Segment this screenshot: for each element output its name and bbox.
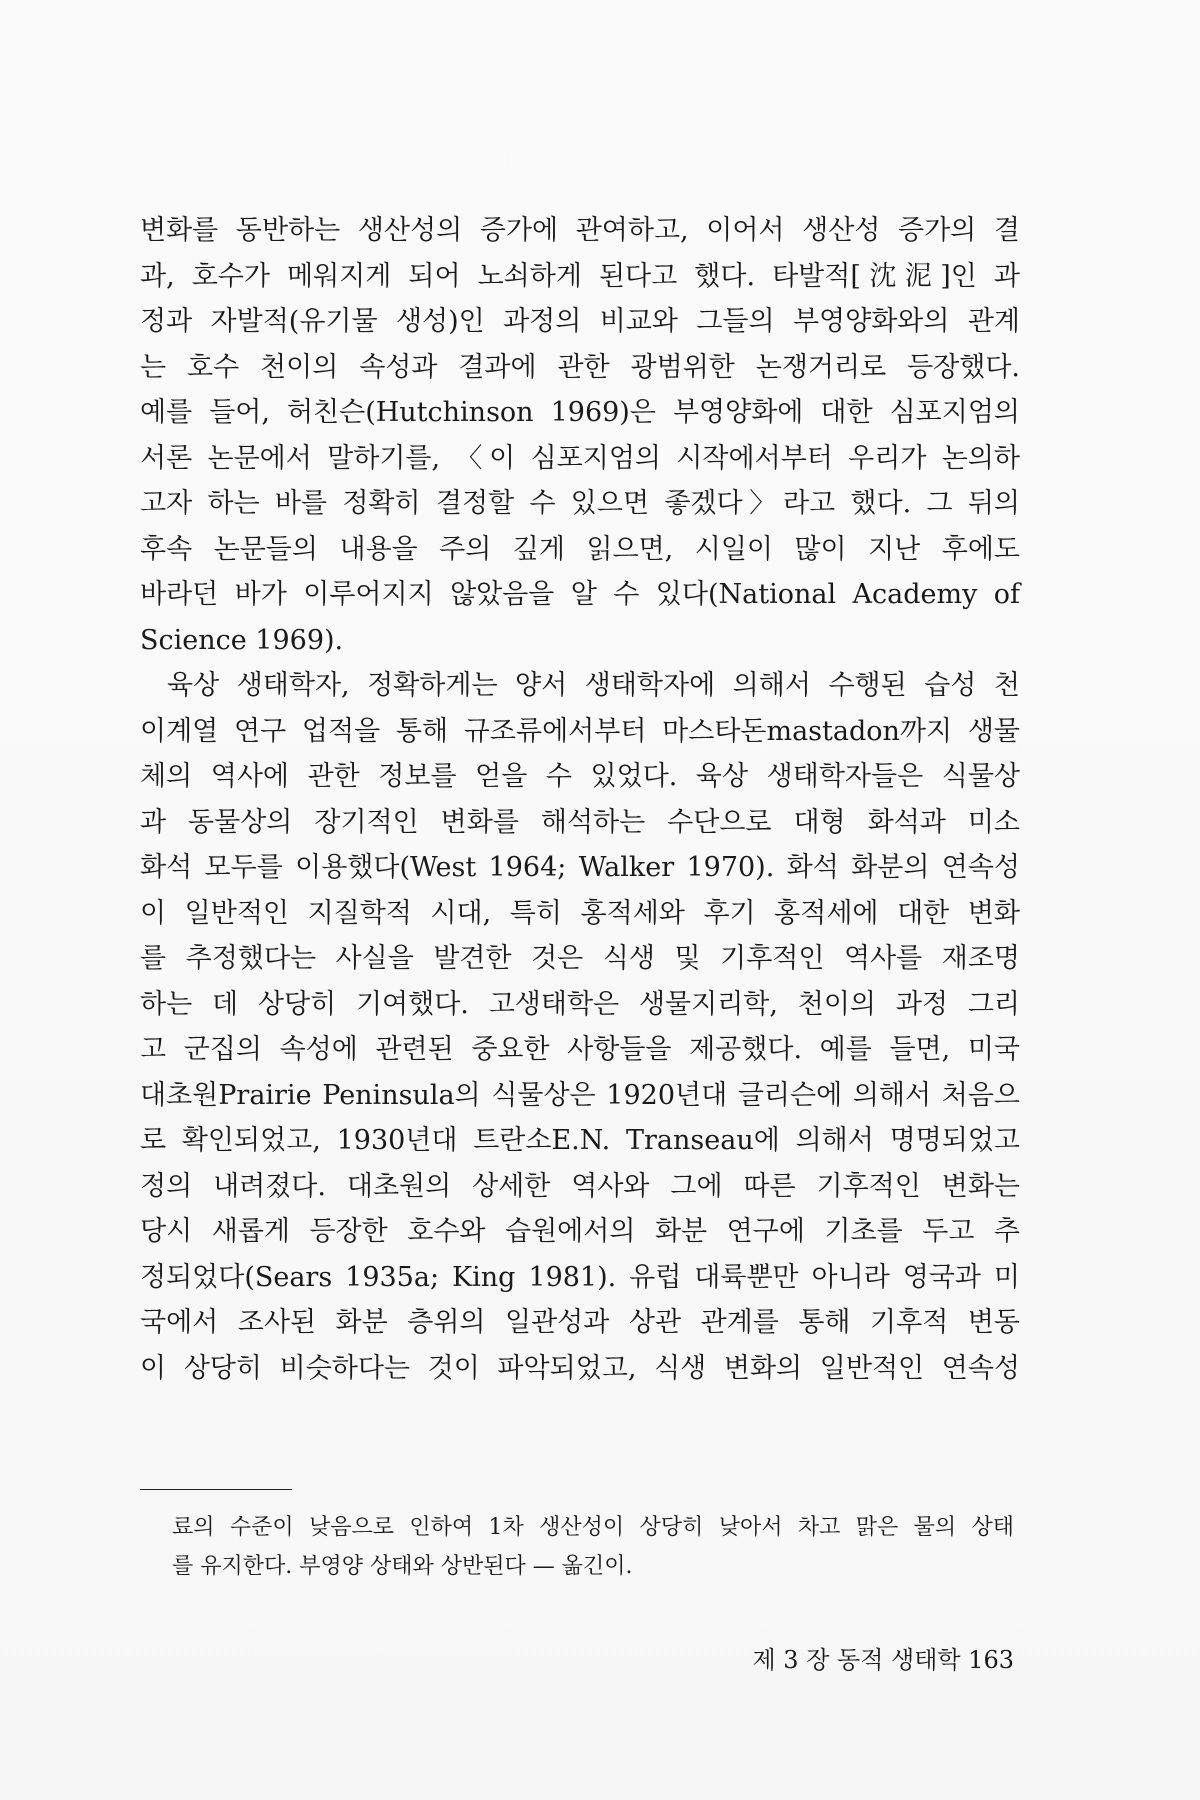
text-line: 과, 호수가 메워지게 되어 노쇠하게 된다고 했다. 타발적[沈泥]인 과 — [140, 260, 1021, 292]
text-line: 를 추정했다는 사실을 발견한 것은 식생 및 기후적인 역사를 재조명 — [140, 943, 1020, 974]
footnote-divider — [140, 1489, 292, 1490]
text-line: 고 군집의 속성에 관련된 중요한 사항들을 제공했다. 예를 들면, 미국 — [140, 1034, 1020, 1065]
text-line: 정되었다(Sears 1935a; King 1981). 유럽 대륙뿐만 아니라 영국과 미 — [140, 1261, 1020, 1293]
text-line: 하는 데 상당히 기여했다. 고생태학은 생물지리학, 천이의 과정 그리 — [140, 988, 1020, 1020]
text-line: 변화를 동반하는 생산성의 증가에 관여하고, 이어서 생산성 증가의 결 — [140, 215, 1020, 246]
text-line: 예를 들어, 허친슨(Hutchinson 1969)은 부영양화에 대한 심포지엄의 — [140, 397, 1020, 428]
text-line: Science 1969). — [140, 624, 344, 656]
text-line: 로 확인되었고, 1930년대 트란소E.N. Transeau에 의해서 명명되었고 — [140, 1125, 1020, 1156]
text-line: 후속 논문들의 내용을 주의 깊게 읽으면, 시일이 많이 지난 후에도 — [140, 533, 1020, 565]
footnote — [172, 1508, 1014, 1586]
text-line: 정의 내려졌다. 대초원의 상세한 역사와 그에 따른 기후적인 변화는 — [140, 1170, 1020, 1202]
text-line: 당시 새롭게 등장한 호수와 습원에서의 화분 연구에 기초를 두고 추 — [140, 1216, 1020, 1247]
text-line: 정과 자발적(유기물 생성)인 과정의 비교와 그들의 부영양화와의 관계 — [140, 306, 1020, 337]
text-line: 이계열 연구 업적을 통해 규조류에서부터 마스타돈mastadon까지 생물 — [140, 715, 1020, 747]
text-line: 서론 논문에서 말하기를, 〈이 심포지엄의 시작에서부터 우리가 논의하 — [140, 442, 1020, 474]
text-line: 이 일반적인 지질학적 시대, 특히 홍적세와 후기 홍적세에 대한 변화 — [140, 897, 1020, 929]
text-line: 육상 생태학자, 정확하게는 양서 생태학자에 의해서 수행된 습성 천 — [167, 670, 1020, 701]
running-footer-page-number: 제 3 장 동적 생태학 163 — [752, 1646, 1014, 1674]
body-text — [140, 208, 1020, 1391]
text-line: 이 상당히 비슷하다는 것이 파악되었고, 식생 변화의 일반적인 연속성 — [140, 1352, 1020, 1384]
text-line: 화석 모두를 이용했다(West 1964; Walker 1970). 화석 화분의 연속성 — [140, 852, 1020, 883]
text-line: 과 동물상의 장기적인 변화를 해석하는 수단으로 대형 화석과 미소 — [140, 806, 1020, 838]
text-line: 대초원Prairie Peninsula의 식물상은 1920년대 글리슨에 의해서 처음으 — [140, 1079, 1020, 1111]
text-line: 국에서 조사된 화분 층위의 일관성과 상관 관계를 통해 기후적 변동 — [140, 1307, 1020, 1338]
footnote-line: 료의 수준이 낮음으로 인하여 1차 생산성이 상당히 낮아서 차고 맑은 물의 상태 — [172, 1515, 1014, 1540]
footnote-line: 를 유지한다. 부영양 상태와 상반된다 — 옮긴이. — [172, 1554, 633, 1579]
text-line: 체의 역사에 관한 정보를 얻을 수 있었다. 육상 생태학자들은 식물상 — [140, 761, 1020, 792]
text-line: 바라던 바가 이루어지지 않았음을 알 수 있다(National Academy of — [140, 579, 1020, 610]
text-line: 고자 하는 바를 정확히 결정할 수 있으면 좋겠다〉라고 했다. 그 뒤의 — [140, 488, 1020, 519]
text-line: 는 호수 천이의 속성과 결과에 관한 광범위한 논쟁거리로 등장했다. — [140, 351, 1020, 383]
